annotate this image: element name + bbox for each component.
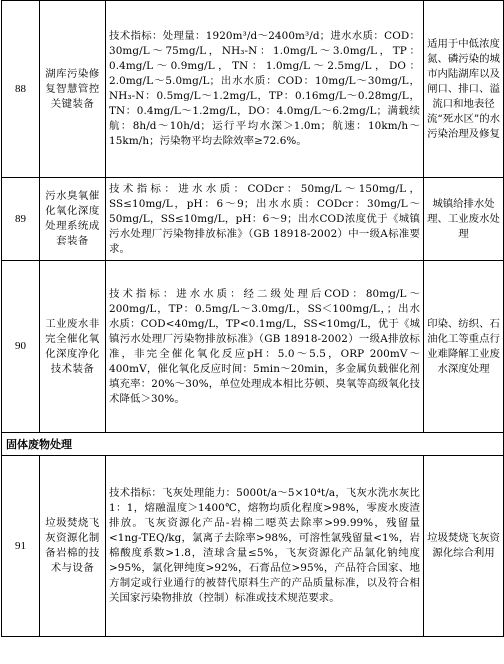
table-row [2, 178, 504, 261]
equipment-name: 垃圾焚烧飞灰资源化制备岩棉的技术与设备 [40, 456, 106, 637]
row-number: 89 [2, 178, 40, 261]
equipment-name: 工业废水非完全催化氧化深度净化技术装备 [40, 261, 106, 433]
section-title: 固体废物处理 [2, 433, 504, 456]
technical-indicators: 技术指标：处理量：1920m³/d～2400m³/d；进水水质：COD：30mg/L～75mg/L，NH₃-N：1.0mg/L～3.0mg/L，TP：0.4mg/L～0.9mg/L，TN：1.0mg/L～2.5mg/L，DO：2.0mg/L～5.0mg/L；出水水质：COD：10mg/L～30mg/L，NH₃-N：0.5mg/L～1.2mg/L，TP：0.16mg/L～0.28mg/L，TN：0.4mg/L～1.2mg/L，DO：4.0mg/L～6.2mg/L；满载续航：8h/d～10h/d；运行平均水深＞1.0m；航速：10km/h～15km/h；污染物平均去除效率≥72.6%。 [106, 1, 424, 178]
technical-indicators: 技术指标：进水水质：CODcr：50mg/L～150mg/L，SS≤10mg/L，pH：6～9；出水水质：CODcr：30mg/L～50mg/L，SS≤10mg/L，pH：6～9；出水COD浓度优于《城镇污水处理厂污染物排放标准》（GB 18918-2002）中一级A标准要求。 [106, 178, 424, 261]
equipment-name: 污水臭氧催化氧化深度处理系统成套装备 [40, 178, 106, 261]
equipment-name: 湖库污染修复智慧管控关键装备 [40, 1, 106, 178]
row-number: 91 [2, 456, 40, 637]
row-number: 88 [2, 1, 40, 178]
section-header-row [2, 433, 504, 456]
table-row [2, 1, 504, 178]
technology-table [1, 0, 504, 637]
table-row [2, 261, 504, 433]
row-number: 90 [2, 261, 40, 433]
application-scope: 印染、纺织、石油化工等重点行业难降解工业废水深度处理 [424, 261, 504, 433]
application-scope: 垃圾焚烧飞灰资源化综合利用 [424, 456, 504, 637]
technical-indicators: 技术指标：进水水质：经二级处理后COD：80mg/L～200mg/L，TP：0.5mg/L～3.0mg/L，SS＜100mg/L，；出水水质：COD<40mg/L，TP<0.1mg/L，SS<10mg/L，优于《城镇污水处理厂污染物排放标准》（GB 18918-2002）一级A排放标准，非完全催化氧化反应pH：5.0～5.5，ORP 200mV～400mV，催化氧化反应时间：5min～20min，多金属负载催化剂填充率：20%～30%，单位处理成本相比芬顿、臭氧等高级氧化技术降低＞30%。 [106, 261, 424, 433]
table-row [2, 456, 504, 637]
application-scope: 适用于中低浓度氮、磷污染的城市内陆湖库以及闸口、排口、溢流口和地表径流“死水区”的水污染治理及修复 [424, 1, 504, 178]
application-scope: 城镇给排水处理、工业废水处理 [424, 178, 504, 261]
technical-indicators: 技术指标：飞灰处理能力：5000t/a～5×10⁴t/a，飞灰水洗水灰比1：1，熔融温度＞1400℃，熔物均质化程度>98%，零废水废渣排放。飞灰资源化产品-岩棉二噁英去除率>99.99%，残留量<1ng-TEQ/kg，氯离子去除率>98%，可溶性氯残留量<1%，岩棉酸度系数>1.8，渣球含量≤5%，飞灰资源化产品氯化钠纯度>95%，氯化钾纯度>92%，石膏品位>95%，产品符合国家、地方制定或行业通行的被替代原料生产的产品质量标准，以及符合相关国家污染物排放（控制）标准或技术规范要求。 [106, 456, 424, 637]
